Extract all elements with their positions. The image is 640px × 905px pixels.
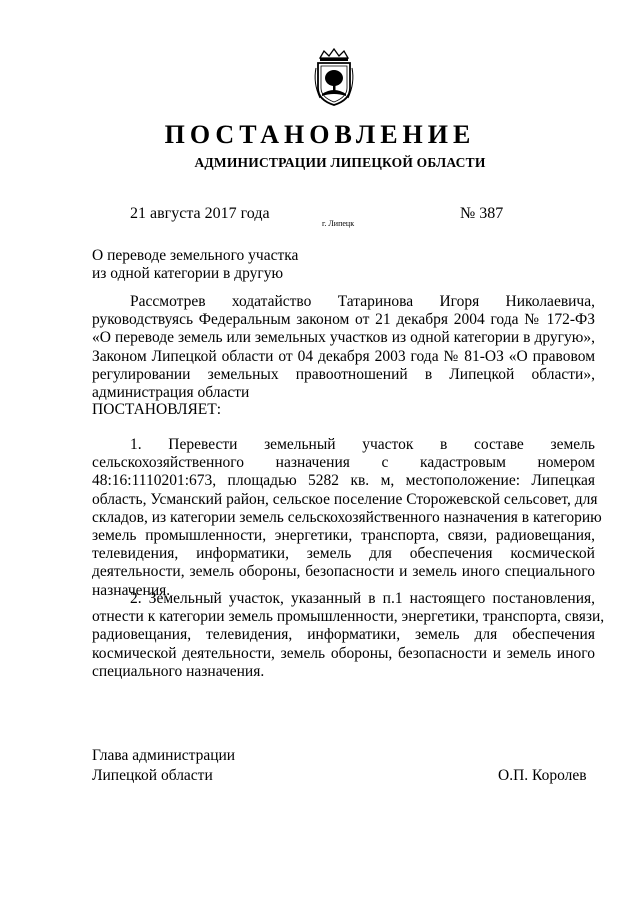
word: Татаринова: [337, 293, 414, 310]
paragraph-line: область, Усманский район, сельское поселение Сторожевской сельсовет, для: [92, 490, 598, 508]
word: земельных: [207, 365, 279, 383]
word: космической: [510, 545, 595, 563]
paragraph-line: [92, 366, 595, 384]
paragraph-line: назначения.: [92, 581, 171, 599]
paragraph-line: [92, 545, 595, 563]
word: с: [381, 454, 389, 472]
word: Перевести: [168, 436, 238, 453]
word: информатики,: [196, 545, 289, 563]
word: телевидения,: [92, 545, 179, 563]
paragraph-line: деятельности, земель обороны, безопасности и земель иного специального: [92, 563, 595, 581]
paragraph-line: 48:16:1110201:673, площадью 5282 кв. м, местоположение: Липецкая: [92, 472, 595, 490]
subject-line: из одной категории в другую: [92, 265, 284, 282]
word: правоотношений: [295, 365, 408, 383]
resolves-heading: ПОСТАНОВЛЯЕТ:: [92, 401, 222, 418]
signature-position: [92, 746, 235, 786]
word: для: [474, 626, 498, 644]
word: Рассмотрев: [130, 293, 206, 310]
word: обеспечения: [409, 545, 493, 563]
signature-position-line: Липецкой области: [92, 767, 213, 784]
paragraph-line: складов, из категории земель сельскохозяйственного назначения в категорию: [92, 508, 602, 526]
paragraph-line: [130, 293, 595, 311]
paragraph-line: [92, 454, 595, 472]
paragraph-line: «О переводе земель или земельных участков из одной категории в другую»,: [92, 329, 595, 347]
word: радиовещания,: [92, 626, 192, 644]
document-subject: [92, 247, 298, 283]
word: в: [440, 436, 448, 453]
word: номером: [537, 454, 595, 472]
paragraph-line: [130, 436, 595, 454]
word: для: [369, 545, 392, 563]
word: земельный: [264, 436, 336, 453]
word: назначения: [275, 454, 350, 472]
word: Липецкой: [449, 365, 515, 383]
signature-position-line: Глава администрации: [92, 747, 236, 764]
word: земель: [306, 545, 352, 563]
word: ходатайство: [231, 293, 312, 310]
word: 1.: [130, 436, 142, 453]
paragraph-line: Законом Липецкой области от 04 декабря 2003 года № 81-ОЗ «О правовом: [92, 347, 595, 365]
word: Игоря: [439, 293, 480, 310]
paragraph-line: земель промышленности, энергетики, транспорта, связи, радиовещания,: [92, 527, 595, 544]
paragraph-line: космической деятельности, земель обороны, безопасности и земель иного: [92, 644, 595, 662]
paragraph-line: руководствуясь Федеральным законом от 21 декабря 2004 года № 172-ФЗ: [92, 311, 595, 329]
word: информатики,: [307, 626, 401, 644]
paragraph-line: [92, 626, 595, 644]
word: обеспечения: [512, 626, 595, 644]
document-date: 21 августа 2017 года: [130, 205, 270, 222]
subject-line: О переводе земельного участка: [92, 247, 299, 264]
document-title: ПОСТАНОВЛЕНИЕ: [164, 120, 476, 149]
word: в: [424, 365, 433, 383]
word: регулировании: [92, 365, 191, 383]
word: участок: [362, 436, 414, 453]
word: телевидения,: [206, 626, 293, 644]
word: области»,: [531, 365, 595, 383]
word: сельскохозяйственного: [92, 454, 245, 472]
paragraph-line: 2. Земельный участок, указанный в п.1 настоящего постановления,: [130, 590, 595, 607]
signatory-name: О.П. Королев: [498, 767, 587, 784]
document-subtitle: АДМИНИСТРАЦИИ ЛИПЕЦКОЙ ОБЛАСТИ: [194, 155, 486, 170]
word: земель: [550, 436, 595, 453]
word: Николаевича,: [505, 293, 595, 310]
paragraph-line: отнести к категории земель промышленности, энергетики, транспорта, связи,: [92, 608, 605, 626]
paragraph-line: администрация области: [92, 384, 250, 401]
paragraph-line: специального назначения.: [92, 662, 265, 680]
document-place: г. Липецк: [322, 219, 355, 228]
word: составе: [473, 436, 524, 453]
lipetsk-coat-of-arms-icon: [312, 48, 356, 108]
word: земель: [415, 626, 460, 644]
word: кадастровым: [420, 454, 506, 472]
document-number: № 387: [460, 205, 504, 222]
